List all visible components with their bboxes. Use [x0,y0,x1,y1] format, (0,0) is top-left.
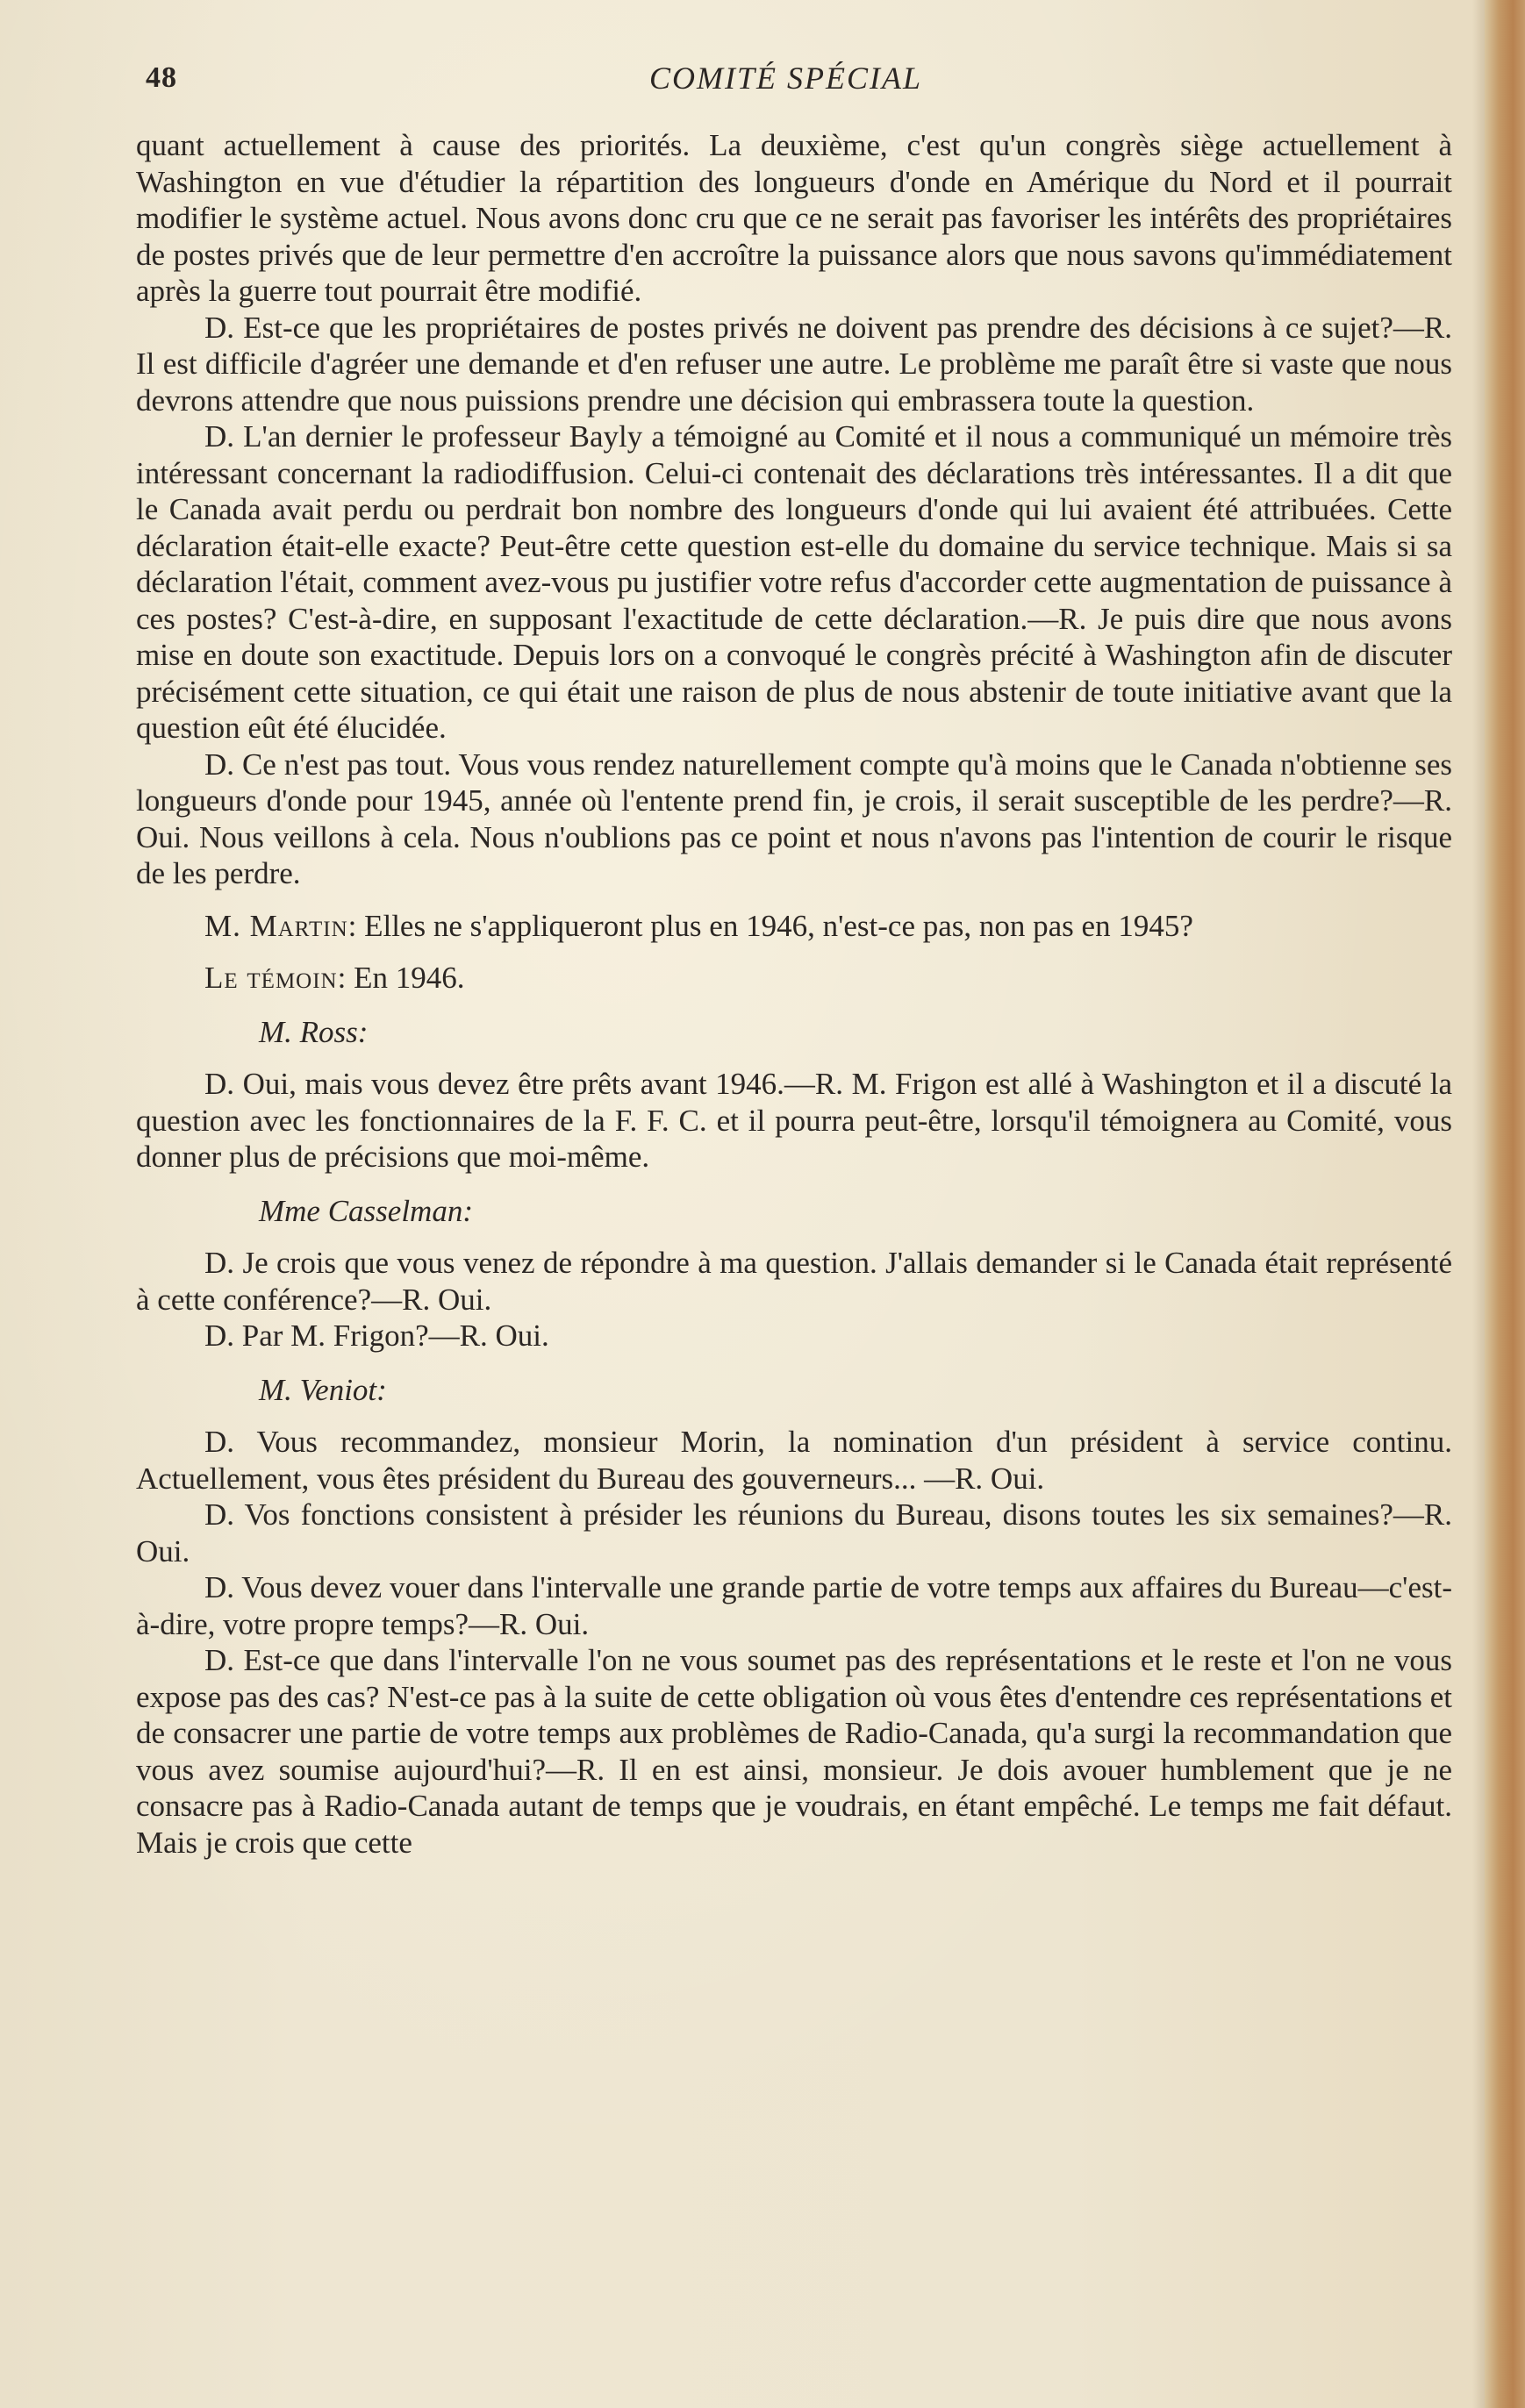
page-number: 48 [146,61,177,94]
speaker-name: M. Martin [204,908,348,943]
paragraph: D. Je crois que vous venez de répondre à ma question. J'allais demander si le Canada était représenté à cette conférence?—R. Oui. [136,1246,1452,1317]
paragraph: D. Est-ce que les propriétaires de postes privés ne doivent pas prendre des décisions à ce sujet?—R. Il est difficile d'agréer une demande et d'en refuser une autre. Le problème me paraît être si vaste que nous devrons attendre que nous puissions prendre une décision qui embrassera toute la question. [136,310,1452,418]
paragraph: D. Est-ce que dans l'intervalle l'on ne vous soumet pas des représentations et le reste et l'on ne vous expose pas des cas? N'est-ce pas à la suite de cette obligation où vous êtes d'entendre ces représentations et de consacrer une partie de votre temps aux problèmes de Radio-Canada, qu'a surgi la recommandation que vous avez soumise aujourd'hui?—R. Il en est ainsi, monsieur. Je dois avouer humblement que je ne consacre pas à Radio-Canada autant de temps que je voudrais, en étant empêché. Le temps me fait défaut. Mais je crois que cette [136,1643,1452,1860]
page-edge-shadow [1472,0,1485,2408]
paragraph: D. Vous devez vouer dans l'intervalle une grande partie de votre temps aux affaires du Bureau—c'est-à-dire, votre propre temps?—R. Oui. [136,1570,1452,1641]
running-title: COMITÉ SPÉCIAL [649,61,922,96]
section-heading-veniot: M. Veniot: [259,1372,387,1407]
speaker-text: : En 1946. [337,961,465,995]
book-page-edge [1485,0,1525,2408]
paragraph: D. L'an dernier le professeur Bayly a témoigné au Comité et il nous a communiqué un mémoire très intéressant concernant la radiodiffusion. Celui-ci contenait des déclarations très intéressantes. Il a dit que le Canada avait perdu ou perdrait bon nombre des longueurs d'onde qui lui avaient été attribuées. Cette déclaration était-elle exacte? Peut-être cette question est-elle du domaine du service technique. Mais si sa déclaration l'était, comment avez-vous pu justifier votre refus d'accorder cette augmentation de puissance à ces postes? C'est-à-dire, en supposant l'exactitude de cette déclaration.—R. Je puis dire que nous avons mise en doute son exactitude. Depuis lors on a convoqué le congrès précité à Washington afin de discuter précisément cette situation, ce qui était une raison de plus de nous abstenir de toute initiative avant que la question eût été élucidée. [136,419,1452,745]
paragraph: D. Vos fonctions consistent à présider les réunions du Bureau, disons toutes les six semaines?—R. Oui. [136,1497,1452,1568]
section-heading-casselman: Mme Casselman: [259,1193,473,1228]
speaker-text: : Elles ne s'appliqueront plus en 1946, n'est-ce pas, non pas en 1945? [347,908,1193,943]
paragraph: D. Ce n'est pas tout. Vous vous rendez naturellement compte qu'à moins que le Canada n'obtienne ses longueurs d'onde pour 1945, année où l'entente prend fin, je crois, il serait susceptible de les perdre?—R. Oui. Nous veillons à cela. Nous n'oublions pas ce point et nous n'avons pas l'intention de courir le risque de les perdre. [136,747,1452,890]
paragraph: quant actuellement à cause des priorités. La deuxième, c'est qu'un congrès siège actuellement à Washington en vue d'étudier la répartition des longueurs d'onde en Amérique du Nord et il pourrait modifier le système actuel. Nous avons donc cru que ce ne serait pas favoriser les intérêts des propriétaires de postes privés que de leur permettre d'en accroître la puissance alors que nous savons qu'immédiatement après la guerre tout pourrait être modifié. [136,128,1452,308]
body-text [136,127,1452,1861]
paragraph: D. Oui, mais vous devez être prêts avant 1946.—R. M. Frigon est allé à Washington et il a discuté la question avec les fonctionnaires de la F. F. C. et il pourra peut-être, lorsqu'il témoignera au Comité, vous donner plus de précisions que moi-même. [136,1067,1452,1174]
paragraph: D. Par M. Frigon?—R. Oui. [204,1318,549,1353]
page-header [140,58,1448,102]
speaker-line-temoin [136,960,1452,997]
speaker-name: Le témoin [204,961,338,995]
section-heading-ross: M. Ross: [259,1014,369,1049]
paragraph: D. Vous recommandez, monsieur Morin, la nomination d'un président à service continu. Actuellement, vous êtes président du Bureau des gouverneurs... —R. Oui. [136,1425,1452,1496]
speaker-line-martin [136,908,1452,945]
